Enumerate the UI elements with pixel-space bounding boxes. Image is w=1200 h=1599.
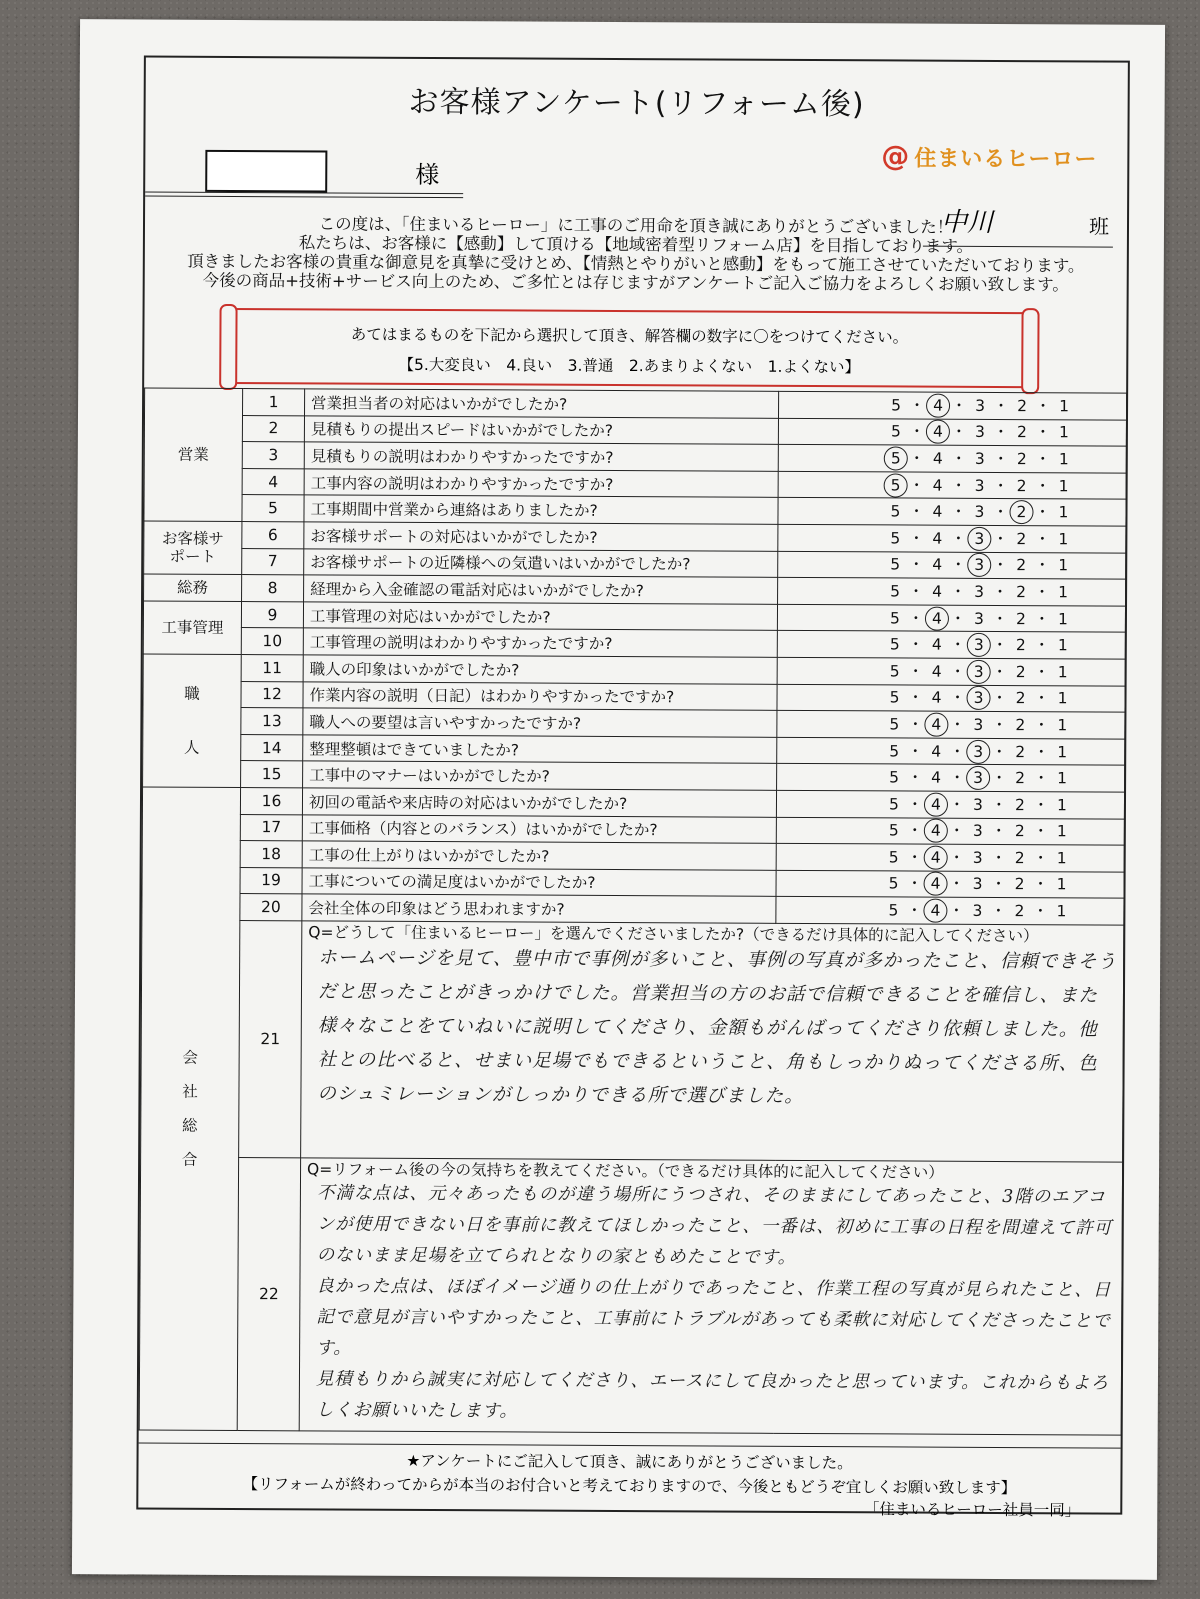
scale-separator: ・ <box>907 768 923 787</box>
rating-option[interactable]: 1 <box>1058 476 1069 495</box>
scale-separator: ・ <box>1034 556 1051 575</box>
category-label: 工事管理 <box>161 618 224 637</box>
scale-separator: ・ <box>1035 423 1051 442</box>
scale-separator: ・ <box>991 742 1008 761</box>
rating-scale <box>777 657 1125 685</box>
rating-option[interactable]: 3 <box>973 715 984 734</box>
brand-logo-text: 住まいるヒーロー <box>914 146 1098 173</box>
scale-separator: ・ <box>949 742 966 761</box>
rating-option[interactable]: 5 <box>889 635 900 654</box>
rating-option[interactable]: 4 <box>932 449 943 468</box>
rating-option[interactable]: 1 <box>1056 902 1067 921</box>
question-number: 7 <box>242 548 304 575</box>
scale-separator: ・ <box>908 635 924 654</box>
intro-text <box>145 214 1127 295</box>
rating-option[interactable]: 2 <box>1016 450 1027 469</box>
question-number: 4 <box>242 468 304 495</box>
scale-separator: ・ <box>1033 662 1050 681</box>
customer-name-redacted <box>205 150 327 193</box>
rating-scale <box>778 551 1126 579</box>
question-number: 12 <box>241 681 303 708</box>
rating-option[interactable]: 1 <box>1058 503 1069 522</box>
rating-option[interactable]: 5 <box>888 901 899 920</box>
free-question-row <box>139 1157 1122 1435</box>
question-text: 整理整頓はできていましたか? <box>303 735 777 764</box>
scale-separator: ・ <box>991 822 1007 841</box>
rating-option[interactable]: 2 <box>1014 902 1025 921</box>
question-text: 工事期間中営業から連絡はありましたか? <box>304 495 778 524</box>
question-text: 経理から入金確認の電話対応はいかがでしたか? <box>304 575 778 604</box>
rating-option[interactable]: 3 <box>974 582 985 601</box>
scale-separator: ・ <box>907 742 924 761</box>
rating-option[interactable]: 1 <box>1057 689 1068 708</box>
rating-option[interactable]: 2 <box>1016 423 1027 442</box>
free-question-text: Q=どうして「住まいるヒーロー」を選んでくださいましたか?（できるだけ具体的に記入してください） <box>308 923 1039 946</box>
rating-option[interactable]: 5 <box>889 768 900 787</box>
question-text: 初回の電話や来店時の対応はいかがでしたか? <box>302 788 776 817</box>
scale-separator: ・ <box>949 689 966 708</box>
rating-option[interactable]: 5 <box>889 688 900 707</box>
scale-separator: ・ <box>951 423 967 442</box>
rating-option-selected[interactable]: 5 <box>884 473 908 497</box>
rating-option[interactable]: 5 <box>889 662 900 681</box>
scale-separator: ・ <box>949 822 965 841</box>
page-title: お客様アンケート(リフォーム後) <box>408 84 865 123</box>
scale-separator: ・ <box>992 476 1009 495</box>
scale-separator: ・ <box>992 609 1008 628</box>
scale-separator: ・ <box>909 422 925 441</box>
rating-option[interactable]: 5 <box>888 874 899 893</box>
rating-option[interactable]: 3 <box>972 822 983 841</box>
instruction-line-2: 【5.大変良い 4.良い 3.普通 2.あまりよくない 1.よくない】 <box>398 355 861 377</box>
question-number: 16 <box>240 787 302 814</box>
category-cell-craftsman <box>143 654 242 787</box>
rating-option[interactable]: 2 <box>1015 662 1026 681</box>
scale-separator: ・ <box>948 875 965 894</box>
survey-sheet <box>72 19 1165 1580</box>
scale-separator: ・ <box>1034 636 1050 655</box>
rating-scale <box>776 843 1124 871</box>
question-number: 6 <box>242 521 304 548</box>
rating-option[interactable]: 1 <box>1058 450 1069 469</box>
question-number: 9 <box>241 601 303 628</box>
rating-scale <box>776 870 1124 898</box>
scale-separator: ・ <box>909 396 925 415</box>
rating-scale <box>779 391 1127 419</box>
rating-option-selected[interactable]: 4 <box>926 420 950 444</box>
question-number: 5 <box>242 495 304 522</box>
rating-option[interactable]: 1 <box>1057 609 1068 628</box>
rating-scale <box>777 604 1125 632</box>
footer-signature: 「住まいるヒーロー社員一同」 <box>863 1500 1081 1520</box>
free-question-row <box>141 920 1124 1162</box>
scale-separator: ・ <box>950 502 967 521</box>
customer-honorific: 様 <box>415 160 440 190</box>
scale-separator: ・ <box>907 715 924 734</box>
team-suffix: 班 <box>1088 214 1110 239</box>
question-text: 工事中のマナーはいかがでしたか? <box>303 761 777 790</box>
rating-option[interactable]: 2 <box>1015 636 1026 655</box>
rating-option[interactable]: 5 <box>889 715 900 734</box>
rating-option-selected[interactable]: 3 <box>966 739 990 763</box>
rating-scale <box>778 577 1126 605</box>
rating-option[interactable]: 3 <box>974 449 985 468</box>
scroll-curl-left <box>219 304 237 390</box>
rating-option[interactable]: 5 <box>890 555 901 574</box>
rating-option[interactable]: 3 <box>974 476 985 495</box>
rating-option[interactable]: 5 <box>890 502 901 521</box>
question-number: 2 <box>242 415 304 442</box>
rating-scale <box>776 790 1124 818</box>
scale-separator: ・ <box>992 529 1009 548</box>
question-text: 工事価格（内容とのバランス）はいかがでしたか? <box>302 814 776 843</box>
category-label: 総務 <box>177 578 209 597</box>
rating-option[interactable]: 5 <box>889 741 900 760</box>
rating-option[interactable]: 1 <box>1057 716 1068 735</box>
question-text: 作業内容の説明（日記）はわかりやすかったですか? <box>303 681 777 710</box>
scale-separator: ・ <box>1033 795 1049 814</box>
scale-separator: ・ <box>993 396 1009 415</box>
rating-scale <box>777 684 1125 712</box>
intro-line: 頂きましたお客様の貴重な御意見を真摯に受けとめ、【情熱とやりがいと感動】をもって施工させていただいております。 <box>187 251 1085 276</box>
question-text: 見積もりの提出スピードはいかがでしたか? <box>304 415 778 444</box>
rating-option[interactable]: 3 <box>975 396 986 415</box>
rating-option-selected[interactable]: 3 <box>967 660 991 684</box>
rating-option[interactable]: 2 <box>1014 848 1025 868</box>
team-signature: 中川 <box>940 207 994 238</box>
rating-option[interactable]: 1 <box>1058 530 1069 549</box>
survey-frame <box>136 56 1130 1520</box>
category-label: お客様サポート <box>161 529 224 566</box>
scale-separator: ・ <box>906 874 923 894</box>
intro-line: 今後の商品+技術+サービス向上のため、ご多忙とは存じますがアンケートご記入ご協力をよろしくお願い致します。 <box>202 270 1069 295</box>
rating-option[interactable]: 4 <box>931 742 942 761</box>
rating-option-selected[interactable]: 4 <box>924 713 948 737</box>
scale-separator: ・ <box>906 901 923 920</box>
rating-scale <box>777 764 1125 792</box>
rating-option[interactable]: 4 <box>932 529 943 548</box>
rating-option-selected[interactable]: 4 <box>924 792 948 816</box>
question-text: 職人への要望は言いやすかったですか? <box>303 708 777 737</box>
rating-option[interactable]: 3 <box>973 609 984 628</box>
rating-scale <box>776 897 1124 925</box>
scale-separator: ・ <box>1034 503 1051 522</box>
question-number: 21 <box>239 920 302 1157</box>
question-text: 営業担当者の対応はいかがでしたか? <box>305 389 779 418</box>
rating-option-selected[interactable]: 3 <box>967 527 991 551</box>
rating-option-selected[interactable]: 3 <box>967 553 991 577</box>
scale-separator: ・ <box>1033 769 1049 788</box>
rating-option[interactable]: 3 <box>972 875 983 894</box>
rating-option[interactable]: 2 <box>1016 556 1027 575</box>
question-number: 11 <box>241 654 303 681</box>
rating-scale <box>778 445 1126 473</box>
rating-option[interactable]: 2 <box>1016 583 1027 602</box>
name-underline <box>145 192 463 195</box>
rating-option[interactable]: 2 <box>1016 529 1027 548</box>
rating-option-selected[interactable]: 3 <box>966 686 990 710</box>
category-cell-general_affairs <box>144 574 242 601</box>
rating-option[interactable]: 2 <box>1014 795 1025 814</box>
scale-separator: ・ <box>990 875 1007 894</box>
category-cell-sales <box>144 388 243 521</box>
scale-separator: ・ <box>1033 689 1050 708</box>
question-text: 職人の印象はいかがでしたか? <box>303 655 777 684</box>
scale-separator: ・ <box>990 902 1007 921</box>
question-text: 会社全体の印象はどう思われますか? <box>302 894 776 923</box>
rating-option[interactable]: 1 <box>1057 663 1068 682</box>
scale-separator: ・ <box>948 901 965 920</box>
question-number: 20 <box>240 894 302 921</box>
rating-option[interactable]: 1 <box>1056 822 1067 841</box>
rating-option[interactable]: 2 <box>1016 476 1027 495</box>
rating-option[interactable]: 2 <box>1015 609 1026 628</box>
rating-option[interactable]: 3 <box>972 901 983 920</box>
survey-footer <box>138 1442 1120 1520</box>
rating-option-selected[interactable]: 5 <box>884 446 908 470</box>
rating-option[interactable]: 4 <box>932 502 943 521</box>
category-label: 営業 <box>177 445 209 464</box>
scale-separator: ・ <box>990 848 1007 867</box>
rating-option[interactable]: 2 <box>1015 689 1026 708</box>
scale-separator: ・ <box>907 821 923 840</box>
rating-option-selected[interactable]: 4 <box>924 819 948 843</box>
rating-option-selected[interactable]: 4 <box>923 899 947 923</box>
scale-separator: ・ <box>1033 716 1050 735</box>
free-answer-cell[interactable] <box>299 1158 1122 1435</box>
rating-option-selected[interactable]: 4 <box>926 393 950 417</box>
rating-option[interactable]: 2 <box>1015 715 1026 735</box>
rating-option[interactable]: 3 <box>972 848 983 867</box>
name-underline-2 <box>145 196 463 199</box>
scale-separator: ・ <box>1034 476 1051 495</box>
rating-option[interactable]: 4 <box>931 768 942 787</box>
intro-line: この度は、「住まいるヒーロー」に工事のご用命を頂き誠にありがとうございました！ <box>318 214 954 237</box>
scale-separator: ・ <box>950 582 966 601</box>
rating-option[interactable]: 2 <box>1015 769 1026 788</box>
question-number: 13 <box>241 708 303 735</box>
scale-separator: ・ <box>908 529 925 548</box>
question-text: 見積もりの説明はわかりやすかったですか? <box>304 442 778 471</box>
scale-separator: ・ <box>1034 529 1051 549</box>
scale-separator: ・ <box>950 449 967 468</box>
question-number: 17 <box>240 814 302 841</box>
scale-separator: ・ <box>948 848 965 867</box>
brand-logo-mark: @ <box>881 139 911 173</box>
scale-separator: ・ <box>950 476 967 495</box>
rating-scale <box>778 498 1126 526</box>
scale-separator: ・ <box>951 396 967 415</box>
rating-scale <box>778 418 1126 446</box>
scroll-curl-right <box>1021 308 1039 394</box>
scale-separator: ・ <box>992 449 1009 469</box>
scale-separator: ・ <box>991 769 1007 788</box>
question-number: 15 <box>241 761 303 788</box>
category-cell-company <box>139 787 240 1430</box>
scale-separator: ・ <box>908 555 925 574</box>
handwritten-answer: 不満な点は、元々あったものが違う場所にうつされ、そのままにしてあったこと、3階のエアコンが使用できない日を事前に教えてほしかったこと、一番は、初めに工事の日程を間違えて許可のないまま足場を立てられとなりの家ともめたことです。 良かった点は、ほぼイメージ通りの仕上がりであったこと、作業工程の写真が見られたこと、日記で意見が言いやすかったこと、工事前にトラブルがあっても柔軟に対応してくださったことです。 見積もりから誠実に対応してくださり、エースにして良かったと思っています。これからもよろしくお願いいたします。 <box>315 1183 1113 1422</box>
intro-line: 私たちは、お客様に【感動】して頂ける【地域密着型リフォーム店】を目指しております。 <box>298 233 974 256</box>
rating-scale <box>778 524 1126 552</box>
rating-option[interactable]: 2 <box>1017 396 1028 415</box>
rating-option-selected[interactable]: 4 <box>924 845 948 869</box>
scale-separator: ・ <box>908 502 925 521</box>
scale-separator: ・ <box>908 609 924 628</box>
scale-separator: ・ <box>907 662 924 681</box>
rating-option-selected[interactable]: 3 <box>966 766 990 790</box>
rating-option-selected[interactable]: 2 <box>1009 500 1033 524</box>
rating-option[interactable]: 4 <box>931 662 942 681</box>
footer-message: 【リフォームが終わってからが本当のお付合いと考えておりますので、今後ともどうぞ宜しくお願い致します】 <box>242 1475 1017 1498</box>
category-cell-construction_mgmt <box>143 601 241 655</box>
rating-option[interactable]: 5 <box>890 529 901 548</box>
scale-separator: ・ <box>992 636 1008 655</box>
scale-separator: ・ <box>991 715 1008 734</box>
rating-option[interactable]: 3 <box>974 503 985 522</box>
scale-separator: ・ <box>949 768 965 787</box>
rating-scale <box>778 471 1126 499</box>
scale-separator: ・ <box>950 556 967 575</box>
rating-option[interactable]: 2 <box>1014 822 1025 841</box>
scale-separator: ・ <box>1035 396 1051 416</box>
rating-option[interactable]: 1 <box>1056 849 1067 868</box>
question-text: 工事内容の説明はわかりやすかったですか? <box>304 469 778 498</box>
rating-option[interactable]: 5 <box>888 848 899 867</box>
scale-separator: ・ <box>949 715 966 734</box>
scale-separator: ・ <box>950 609 966 628</box>
scale-separator: ・ <box>993 423 1009 442</box>
rating-option[interactable]: 1 <box>1059 397 1070 416</box>
question-number: 14 <box>241 734 303 761</box>
rating-option[interactable]: 4 <box>931 635 942 654</box>
instruction-line-1: あてはまるものを下記から選択して頂き、解答欄の数字に〇をつけてください。 <box>350 325 909 347</box>
question-text: 工事管理の対応はいかがでしたか? <box>303 602 777 631</box>
rating-option[interactable]: 4 <box>931 688 942 708</box>
scale-separator: ・ <box>1034 583 1050 602</box>
scale-separator: ・ <box>908 449 925 468</box>
scale-separator: ・ <box>1033 742 1050 761</box>
question-text: 工事管理の説明はわかりやすかったですか? <box>303 628 777 657</box>
scale-separator: ・ <box>908 582 924 601</box>
rating-option[interactable]: 3 <box>974 423 985 442</box>
rating-scale <box>777 631 1125 659</box>
rating-option[interactable]: 4 <box>932 582 943 601</box>
rating-option[interactable]: 2 <box>1015 742 1026 761</box>
question-text: お客様サポートの対応はいかがでしたか? <box>304 522 778 551</box>
rating-option[interactable]: 5 <box>889 608 900 628</box>
rating-option-selected[interactable]: 4 <box>923 872 947 896</box>
question-text: 工事についての満足度はいかがでしたか? <box>302 868 776 897</box>
scale-separator: ・ <box>991 662 1008 681</box>
rating-option[interactable]: 1 <box>1058 583 1069 602</box>
scale-separator: ・ <box>906 848 923 867</box>
free-question-text: Q=リフォーム後の今の気持ちを教えてください。（できるだけ具体的に記入してください） <box>307 1160 944 1182</box>
scale-separator: ・ <box>1034 450 1051 469</box>
scale-separator: ・ <box>949 795 965 814</box>
scale-separator: ・ <box>908 476 925 495</box>
scale-separator: ・ <box>1032 902 1049 921</box>
rating-scale <box>776 817 1124 845</box>
scale-separator: ・ <box>907 688 924 707</box>
rating-option[interactable]: 1 <box>1057 742 1068 761</box>
scale-separator: ・ <box>1034 609 1050 628</box>
category-label: 会社総合 <box>181 1048 198 1169</box>
rating-option[interactable]: 5 <box>890 422 901 441</box>
handwritten-answer: ホームページを見て、豊中市で事例が多いこと、事例の写真が多かったこと、信頼できそうだと思ったことがきっかけでした。営業担当の方のお話で信頼できることを確信し、また様々なことをていねいに説明してくださり、金額もがんばってくださり依頼しました。他社との比べると、せまい足場でもできるということ、角もしっかりぬってくださる所、色のシュミレーションがしっかりできる所で選びました。 <box>317 947 1117 1107</box>
rating-option[interactable]: 1 <box>1056 795 1067 815</box>
category-label: 職人 <box>183 684 200 757</box>
instruction-banner <box>226 308 1032 388</box>
scale-separator: ・ <box>907 795 923 814</box>
question-number: 18 <box>240 841 302 868</box>
rating-option[interactable]: 5 <box>890 582 901 601</box>
question-number: 19 <box>240 867 302 894</box>
question-number: 22 <box>237 1157 300 1430</box>
rating-option[interactable]: 1 <box>1057 769 1068 788</box>
scale-separator: ・ <box>1032 875 1049 894</box>
rating-scale <box>777 737 1125 765</box>
free-answer-cell[interactable] <box>301 921 1124 1162</box>
question-number: 10 <box>241 628 303 655</box>
rating-option[interactable]: 5 <box>888 821 899 840</box>
rating-option[interactable]: 1 <box>1056 875 1067 894</box>
scale-separator: ・ <box>992 503 1009 522</box>
scale-separator: ・ <box>991 795 1007 814</box>
rating-option[interactable]: 1 <box>1058 423 1069 442</box>
question-number: 3 <box>242 442 304 469</box>
category-cell-support <box>144 521 242 575</box>
rating-option[interactable]: 5 <box>891 396 902 415</box>
scale-separator: ・ <box>991 689 1008 708</box>
survey-table <box>139 388 1127 1436</box>
rating-scale <box>777 710 1125 738</box>
scale-separator: ・ <box>950 635 966 654</box>
question-text: お客様サポートの近隣様への気遣いはいかがでしたか? <box>304 548 778 577</box>
rating-option[interactable]: 4 <box>932 555 943 575</box>
brand-logo <box>881 139 1097 173</box>
scale-separator: ・ <box>1032 849 1049 868</box>
rating-option-selected[interactable]: 4 <box>925 606 949 630</box>
footer-thanks: ★アンケートにご記入して頂き、誠にありがとうございました。 <box>406 1451 853 1473</box>
rating-option-selected[interactable]: 3 <box>967 633 991 657</box>
rating-option[interactable]: 1 <box>1057 636 1068 655</box>
rating-option[interactable]: 1 <box>1058 556 1069 575</box>
question-number: 8 <box>242 575 304 602</box>
rating-option[interactable]: 4 <box>932 476 943 495</box>
scale-separator: ・ <box>1033 822 1049 841</box>
question-text: 工事の仕上がりはいかがでしたか? <box>302 841 776 870</box>
rating-option[interactable]: 2 <box>1014 875 1025 894</box>
rating-option[interactable]: 3 <box>972 795 983 814</box>
scale-separator: ・ <box>949 662 966 681</box>
question-number: 1 <box>243 389 305 416</box>
scale-separator: ・ <box>992 556 1009 575</box>
scale-separator: ・ <box>992 582 1008 601</box>
rating-option[interactable]: 5 <box>888 795 899 814</box>
scale-separator: ・ <box>950 529 967 548</box>
